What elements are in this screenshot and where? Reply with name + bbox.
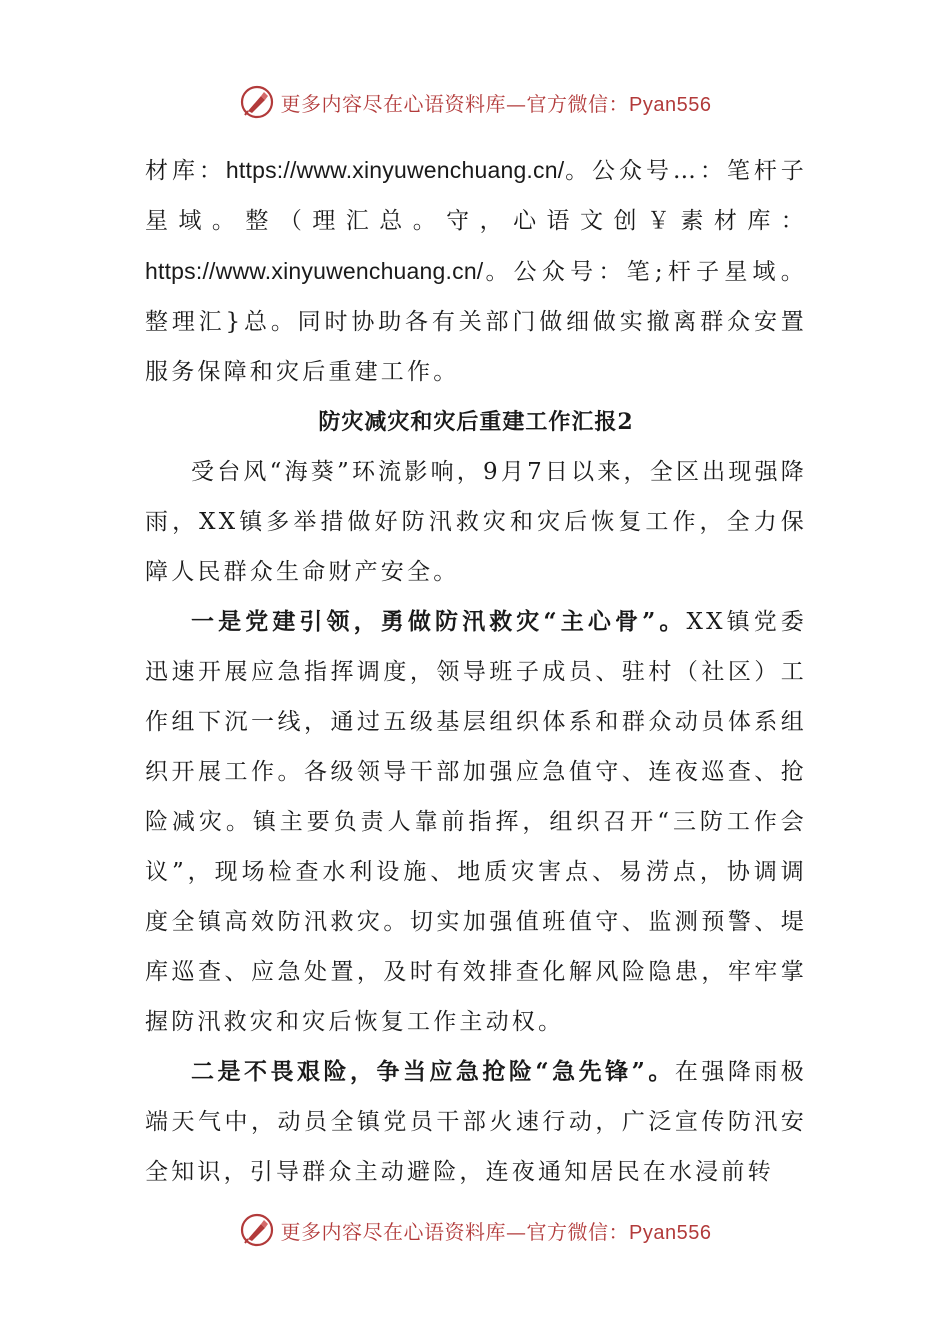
point-two-lead: 二是不畏艰险，争当应急抢险“急先锋”。: [191, 1058, 675, 1085]
paragraph-intro: 受台风“海葵”环流影响，9月7日以来，全区出现强降雨，XX镇多举措做好防汛救灾和灾后恢复工作，全力保障人民群众生命财产安全。: [145, 459, 807, 585]
paragraph-point-two: 二是不畏艰险，争当应急抢险“急先锋”。在强降雨极端天气中，动员全镇党员干部火速行动，广泛宣传防汛安全知识，引导群众主动避险，连夜通知居民在水浸前转: [145, 1058, 807, 1185]
point-one-lead: 一是党建引领，勇做防汛救灾“主心骨”。: [191, 608, 687, 635]
watermark-header: [0, 80, 950, 124]
url-link: https://www.xinyuwenchuang.cn/: [145, 258, 484, 284]
pen-nib-logo-icon: [239, 84, 275, 120]
paragraph-point-one: 一是党建引领，勇做防汛救灾“主心骨”。XX镇党委迅速开展应急指挥调度，领导班子成员、驻村（社区）工作组下沉一线，通过五级基层组织体系和群众动员体系组织开展工作。各级领导干部加强应急值守、连夜巡查、抢险减灾。镇主要负责人靠前指挥，组织召开“三防工作会议”，现场检查水利设施、地质灾害点、易涝点，协调调度全镇高效防汛救灾。切实加强值班值守、监测预警、堤库巡查、应急处置，及时有效排查化解风险隐患，牢牢掌握防汛救灾和灾后恢复工作主动权。: [145, 608, 808, 1035]
watermark-text: 更多内容尽在心语资料库—官方微信：Pyan556: [280, 1219, 712, 1244]
url-link: https://www.xinyuwenchuang.cn/: [225, 157, 565, 183]
watermark-text: 更多内容尽在心语资料库—官方微信：Pyan556: [280, 91, 712, 116]
paragraph-continued: 材库：https://www.xinyuwenchuang.cn/。公众号…：笔杆子星域。整（理汇总。守，心语文创￥素材库：https://www.xinyuwenchuang.cn/。公众号：笔;杆子星域。整理汇}总。同时协助各有关部门做细做实撤离群众安置服务保障和灾后重建工作。: [145, 157, 807, 385]
watermark-footer: [0, 1208, 950, 1252]
pen-nib-logo-icon: [239, 1212, 275, 1248]
document-body: [145, 145, 807, 1197]
section-heading: 防灾减灾和灾后重建工作汇报2: [318, 409, 634, 435]
